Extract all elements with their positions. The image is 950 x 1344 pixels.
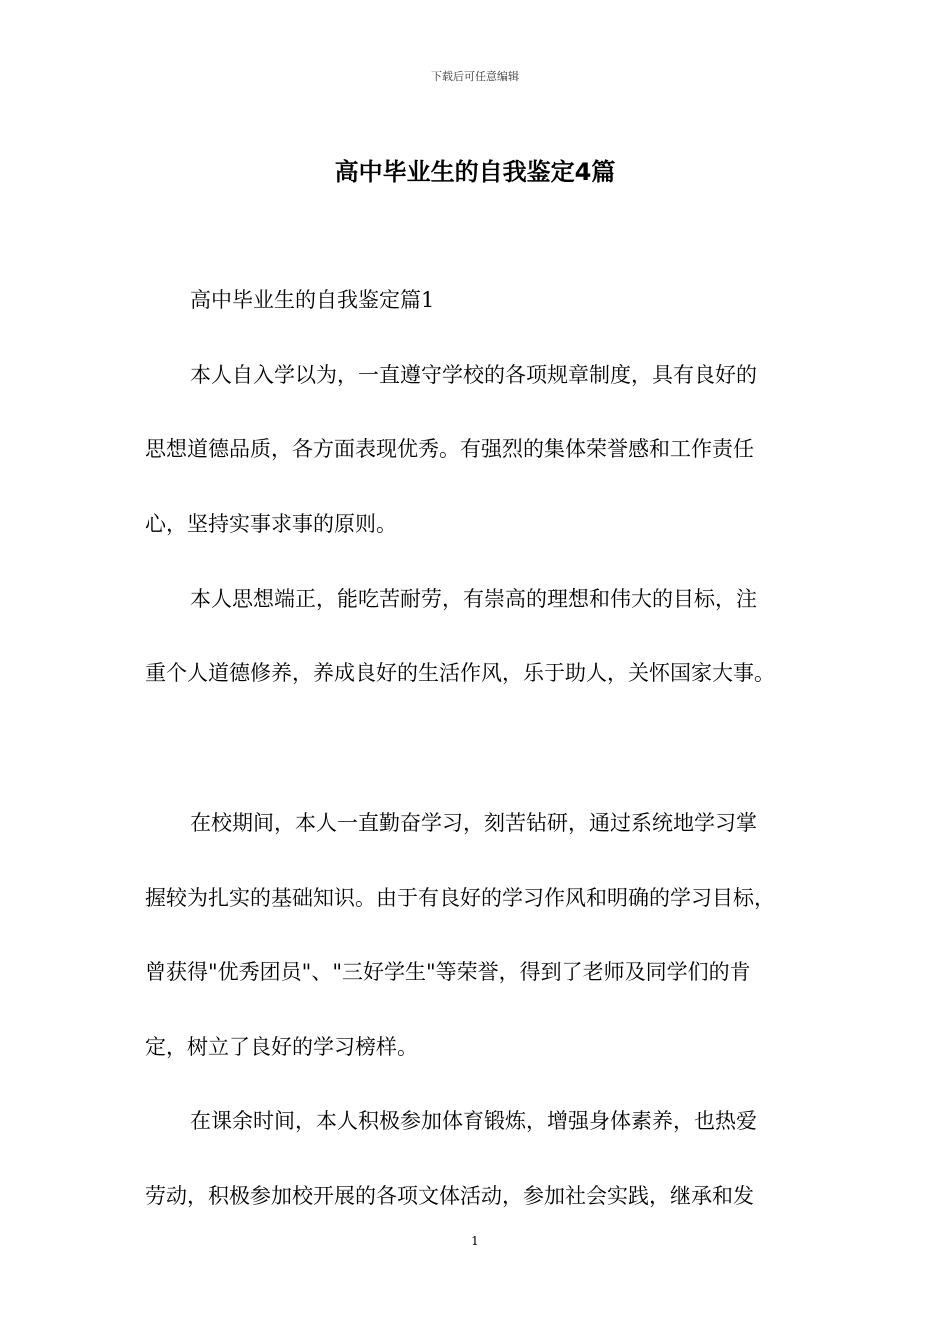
- text-line: 思想道德品质，各方面表现优秀。有强烈的集体荣誉感和工作责任: [145, 437, 754, 461]
- section-heading: 高中毕业生的自我鉴定篇1: [190, 288, 435, 312]
- text-line: 本人自入学以为，一直遵守学校的各项规章制度，具有良好的: [190, 363, 757, 387]
- text-line: 定，树立了良好的学习榜样。: [145, 1035, 418, 1059]
- text-line: 心，坚持实事求事的原则。: [145, 512, 397, 536]
- text-line: 劳动，积极参加校开展的各项文体活动，参加社会实践，继承和发: [145, 1184, 754, 1208]
- header-note: 下载后可任意编辑: [431, 70, 519, 83]
- document-title: 高中毕业生的自我鉴定4篇: [334, 158, 616, 186]
- text-line: 曾获得"优秀团员"、"三好学生"等荣誉，得到了老师及同学们的肯: [145, 960, 751, 984]
- text-line: 在校期间，本人一直勤奋学习，刻苦钻研，通过系统地学习掌: [190, 811, 757, 835]
- text-line: 重个人道德修养，养成良好的生活作风，乐于助人，关怀国家大事。: [145, 661, 775, 685]
- text-line: 本人思想端正，能吃苦耐劳，有崇高的理想和伟大的目标，注: [190, 587, 757, 611]
- text-line: 在课余时间，本人积极参加体育锻炼，增强身体素养，也热爱: [190, 1109, 757, 1133]
- text-line: 握较为扎实的基础知识。由于有良好的学习作风和明确的学习目标，: [145, 886, 775, 910]
- page-number: 1: [471, 1234, 479, 1248]
